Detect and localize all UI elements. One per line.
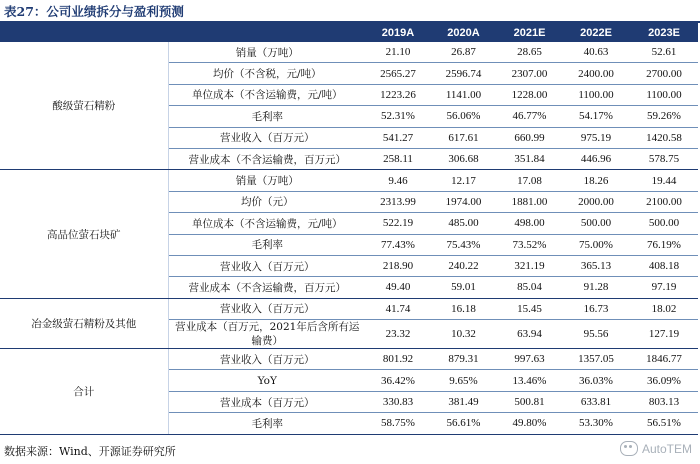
value-cell: 59.01 bbox=[430, 277, 497, 298]
value-cell: 58.75% bbox=[366, 413, 430, 434]
metric-label: 单位成本（不含运输费，元/吨） bbox=[168, 213, 366, 234]
value-cell: 522.19 bbox=[366, 213, 430, 234]
metric-label: 单位成本（不含运输费，元/吨） bbox=[168, 84, 366, 105]
value-cell: 73.52% bbox=[497, 234, 562, 255]
value-cell: 41.74 bbox=[366, 298, 430, 319]
value-cell: 23.32 bbox=[366, 320, 430, 349]
value-cell: 36.03% bbox=[562, 370, 630, 391]
value-cell: 17.08 bbox=[497, 170, 562, 191]
value-cell: 633.81 bbox=[562, 391, 630, 412]
value-cell: 1100.00 bbox=[630, 84, 698, 105]
value-cell: 19.44 bbox=[630, 170, 698, 191]
value-cell: 2596.74 bbox=[430, 63, 497, 84]
header-year-2019a: 2019A bbox=[366, 23, 430, 42]
value-cell: 1100.00 bbox=[562, 84, 630, 105]
table-title: 表27：公司业绩拆分与盈利预测 bbox=[4, 4, 184, 19]
table-row bbox=[0, 170, 698, 191]
value-cell: 76.19% bbox=[630, 234, 698, 255]
table-row bbox=[0, 42, 698, 63]
metric-label: 毛利率 bbox=[168, 413, 366, 434]
value-cell: 10.32 bbox=[430, 320, 497, 349]
value-cell: 500.00 bbox=[562, 213, 630, 234]
value-cell: 660.99 bbox=[497, 127, 562, 148]
value-cell: 91.28 bbox=[562, 277, 630, 298]
metric-label: 营业收入（百万元） bbox=[168, 349, 366, 370]
value-cell: 85.04 bbox=[497, 277, 562, 298]
value-cell: 53.30% bbox=[562, 413, 630, 434]
value-cell: 56.61% bbox=[430, 413, 497, 434]
metric-label: 毛利率 bbox=[168, 106, 366, 127]
value-cell: 2100.00 bbox=[630, 191, 698, 212]
value-cell: 1881.00 bbox=[497, 191, 562, 212]
value-cell: 975.19 bbox=[562, 127, 630, 148]
header-blank-cell bbox=[168, 23, 366, 42]
value-cell: 127.19 bbox=[630, 320, 698, 349]
value-cell: 15.45 bbox=[497, 298, 562, 319]
watermark bbox=[620, 441, 692, 456]
value-cell: 381.49 bbox=[430, 391, 497, 412]
metric-label: 营业收入（百万元） bbox=[168, 255, 366, 276]
value-cell: 36.42% bbox=[366, 370, 430, 391]
value-cell: 218.90 bbox=[366, 255, 430, 276]
value-cell: 330.83 bbox=[366, 391, 430, 412]
metric-label: 均价（元） bbox=[168, 191, 366, 212]
metric-label: 营业收入（百万元） bbox=[168, 127, 366, 148]
value-cell: 1228.00 bbox=[497, 84, 562, 105]
metric-label: 销量（万吨） bbox=[168, 170, 366, 191]
value-cell: 36.09% bbox=[630, 370, 698, 391]
value-cell: 801.92 bbox=[366, 349, 430, 370]
value-cell: 803.13 bbox=[630, 391, 698, 412]
value-cell: 9.65% bbox=[430, 370, 497, 391]
value-cell: 879.31 bbox=[430, 349, 497, 370]
group-label-metallurgical-grade: 冶金级萤石精粉及其他 bbox=[0, 298, 168, 348]
value-cell: 1846.77 bbox=[630, 349, 698, 370]
metric-label: 营业收入（百万元） bbox=[168, 298, 366, 319]
value-cell: 63.94 bbox=[497, 320, 562, 349]
value-cell: 541.27 bbox=[366, 127, 430, 148]
metric-label: YoY bbox=[168, 370, 366, 391]
value-cell: 13.46% bbox=[497, 370, 562, 391]
value-cell: 1974.00 bbox=[430, 191, 497, 212]
value-cell: 408.18 bbox=[630, 255, 698, 276]
value-cell: 49.40 bbox=[366, 277, 430, 298]
value-cell: 9.46 bbox=[366, 170, 430, 191]
value-cell: 2000.00 bbox=[562, 191, 630, 212]
value-cell: 75.43% bbox=[430, 234, 497, 255]
value-cell: 498.00 bbox=[497, 213, 562, 234]
metric-label: 毛利率 bbox=[168, 234, 366, 255]
header-year-2020a: 2020A bbox=[430, 23, 497, 42]
value-cell: 351.84 bbox=[497, 148, 562, 169]
metric-label: 营业成本（百万元） bbox=[168, 391, 366, 412]
value-cell: 54.17% bbox=[562, 106, 630, 127]
value-cell: 1223.26 bbox=[366, 84, 430, 105]
value-cell: 18.26 bbox=[562, 170, 630, 191]
value-cell: 365.13 bbox=[562, 255, 630, 276]
value-cell: 446.96 bbox=[562, 148, 630, 169]
value-cell: 578.75 bbox=[630, 148, 698, 169]
value-cell: 40.63 bbox=[562, 42, 630, 63]
data-source-note: 数据来源：Wind、开源证券研究所 bbox=[4, 445, 176, 458]
value-cell: 21.10 bbox=[366, 42, 430, 63]
value-cell: 28.65 bbox=[497, 42, 562, 63]
value-cell: 49.80% bbox=[497, 413, 562, 434]
metric-label: 营业成本（不含运输费，百万元） bbox=[168, 277, 366, 298]
value-cell: 306.68 bbox=[430, 148, 497, 169]
earnings-forecast-table bbox=[0, 23, 698, 435]
value-cell: 56.06% bbox=[430, 106, 497, 127]
value-cell: 95.56 bbox=[562, 320, 630, 349]
header-row bbox=[0, 23, 698, 42]
table-row bbox=[0, 349, 698, 370]
value-cell: 1141.00 bbox=[430, 84, 497, 105]
value-cell: 75.00% bbox=[562, 234, 630, 255]
value-cell: 997.63 bbox=[497, 349, 562, 370]
value-cell: 52.31% bbox=[366, 106, 430, 127]
value-cell: 258.11 bbox=[366, 148, 430, 169]
table-row bbox=[0, 298, 698, 319]
metric-label: 营业成本（不含运输费，百万元） bbox=[168, 148, 366, 169]
value-cell: 16.18 bbox=[430, 298, 497, 319]
value-cell: 2400.00 bbox=[562, 63, 630, 84]
metric-label: 均价（不含税，元/吨） bbox=[168, 63, 366, 84]
value-cell: 2313.99 bbox=[366, 191, 430, 212]
group-label-total: 合计 bbox=[0, 349, 168, 435]
metric-label: 营业成本（百万元，2021年后含所有运输费） bbox=[168, 320, 366, 349]
value-cell: 500.81 bbox=[497, 391, 562, 412]
wechat-icon bbox=[620, 441, 638, 456]
metric-label: 销量（万吨） bbox=[168, 42, 366, 63]
header-blank-cell bbox=[0, 23, 168, 42]
value-cell: 18.02 bbox=[630, 298, 698, 319]
value-cell: 240.22 bbox=[430, 255, 497, 276]
value-cell: 12.17 bbox=[430, 170, 497, 191]
group-label-acid-grade: 酸级萤石精粉 bbox=[0, 42, 168, 170]
value-cell: 59.26% bbox=[630, 106, 698, 127]
value-cell: 500.00 bbox=[630, 213, 698, 234]
value-cell: 2307.00 bbox=[497, 63, 562, 84]
value-cell: 617.61 bbox=[430, 127, 497, 148]
value-cell: 46.77% bbox=[497, 106, 562, 127]
value-cell: 321.19 bbox=[497, 255, 562, 276]
header-year-2022e: 2022E bbox=[562, 23, 630, 42]
value-cell: 56.51% bbox=[630, 413, 698, 434]
value-cell: 16.73 bbox=[562, 298, 630, 319]
value-cell: 26.87 bbox=[430, 42, 497, 63]
value-cell: 97.19 bbox=[630, 277, 698, 298]
header-year-2023e: 2023E bbox=[630, 23, 698, 42]
value-cell: 2700.00 bbox=[630, 63, 698, 84]
value-cell: 1357.05 bbox=[562, 349, 630, 370]
value-cell: 2565.27 bbox=[366, 63, 430, 84]
value-cell: 77.43% bbox=[366, 234, 430, 255]
value-cell: 1420.58 bbox=[630, 127, 698, 148]
value-cell: 485.00 bbox=[430, 213, 497, 234]
watermark-text: AutoTEM bbox=[641, 441, 692, 456]
value-cell: 52.61 bbox=[630, 42, 698, 63]
header-year-2021e: 2021E bbox=[497, 23, 562, 42]
group-label-high-grade-lump: 高品位萤石块矿 bbox=[0, 170, 168, 298]
